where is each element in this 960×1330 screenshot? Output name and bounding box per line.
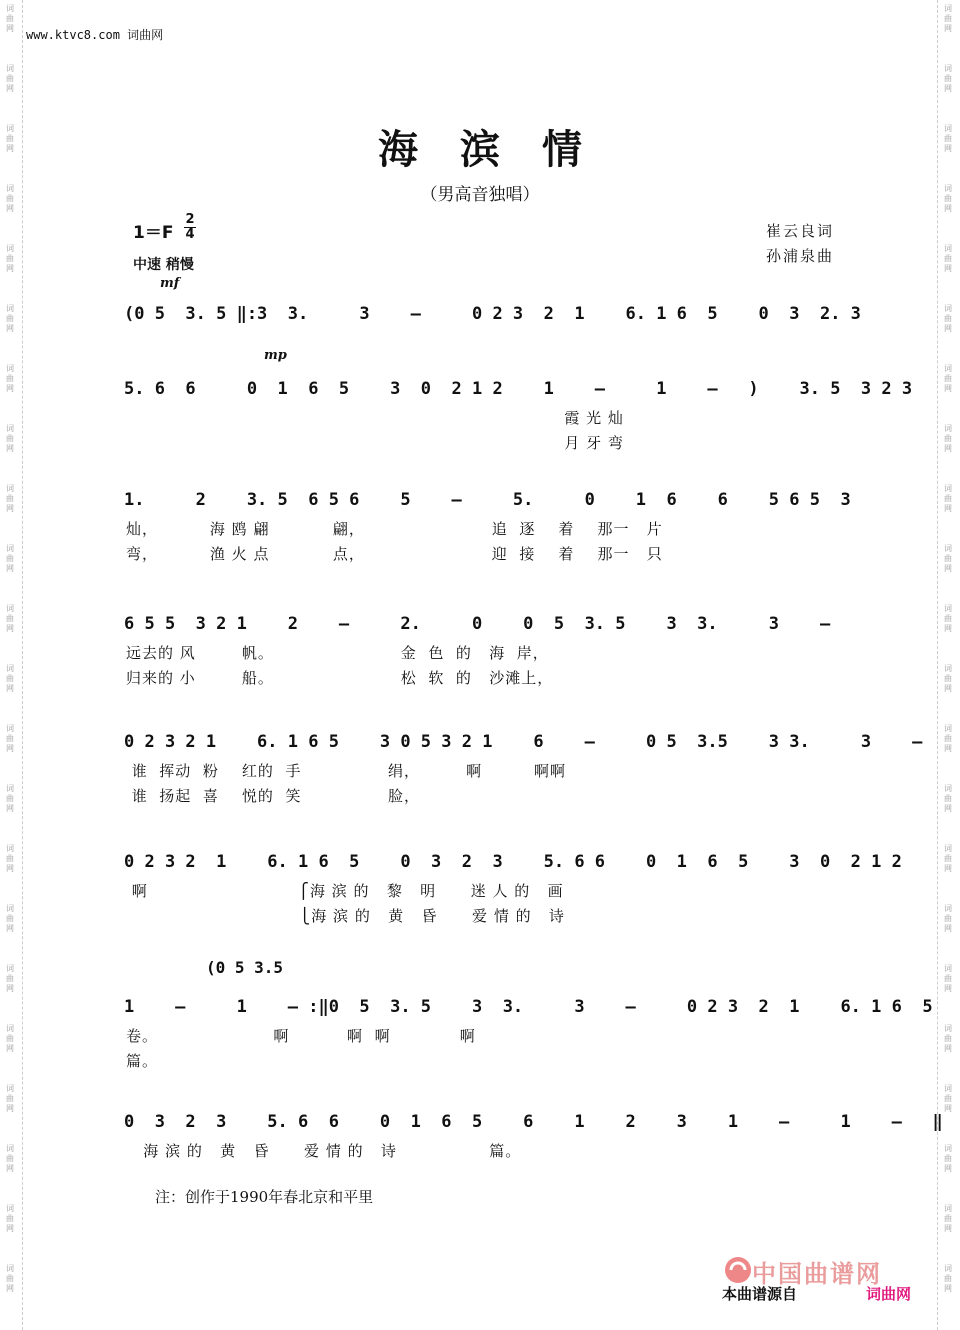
notation-line: 1 – 1 – :‖0 5 3. 5 3 3. 3 – 0 2 3 2 1 6. 1 6 5 (124, 997, 933, 1017)
margin-mark: 词 曲 网 (944, 604, 952, 633)
key-signature: 1＝F (133, 223, 174, 243)
margin-mark: 词 曲 网 (944, 544, 952, 573)
margin-mark: 词 曲 网 (6, 424, 14, 453)
song-title: 海滨情 (378, 126, 624, 173)
lyric-line: 远去的 风 帆。 金 色 的 海 岸， (126, 644, 549, 662)
margin-mark: 词 曲 网 (6, 1084, 14, 1113)
notation-line: 0 2 3 2 1 6. 1 6 5 3 0 5 3 2 1 6 – 0 5 3.5 3 3. 3 – (124, 732, 923, 752)
lyric-line: 弯， 渔 火 点 点， 迎 接 着 那一 只 (126, 545, 663, 563)
intro-prefix: (0 5 3.5 (206, 958, 284, 977)
lyric-line: 海 滨 的 黄 昏 爱 情 的 诗 篇。 (126, 1142, 522, 1160)
margin-mark: 词 曲 网 (6, 604, 14, 633)
composer-credit: 孙浦泉曲 (766, 247, 835, 265)
lyric-line: 灿， 海 鸥 翩 翩， 追 逐 着 那一 片 (126, 520, 663, 538)
margin-mark: 词 曲 网 (6, 724, 14, 753)
logo-text: 中国曲谱网 (752, 1259, 882, 1288)
notation-line: 5. 6 6 0 1 6 5 3 0 2 1 2 1 – 1 – ) 3. 5 3 2 3 (124, 379, 913, 399)
site-header: www.ktvc8.com 词曲网 (26, 28, 164, 42)
margin-mark: 词 曲 网 (6, 844, 14, 873)
margin-mark: 词 曲 网 (6, 304, 14, 333)
margin-mark: 词 曲 网 (6, 1144, 14, 1173)
margin-mark: 词 曲 网 (944, 844, 952, 873)
margin-mark: 词 曲 网 (6, 364, 14, 393)
song-subtitle: （男高音独唱） (420, 185, 540, 205)
time-signature (184, 213, 196, 242)
margin-mark: 词 曲 网 (944, 304, 952, 333)
margin-mark: 词 曲 网 (944, 424, 952, 453)
margin-mark: 词 曲 网 (6, 964, 14, 993)
tempo-marking: 中速 稍慢 (133, 257, 194, 273)
margin-mark: 词 曲 网 (6, 64, 14, 93)
margin-mark: 词 曲 网 (944, 1024, 952, 1053)
margin-mark: 词 曲 网 (944, 664, 952, 693)
margin-mark: 词 曲 网 (944, 244, 952, 273)
notation-line: 1. 2 3. 5 6 5 6 5 – 5. 0 1 6 6 5 6 5 3 (124, 490, 851, 510)
time-denominator: 4 (185, 227, 195, 242)
margin-mark: 词 曲 网 (6, 664, 14, 693)
source-label: 本曲谱源自 (722, 1285, 798, 1303)
margin-mark: 词 曲 网 (6, 184, 14, 213)
lyric-line: 谁 挥动 粉 红的 手 绢， 啊 啊啊 (126, 762, 567, 780)
margin-mark: 词 曲 网 (944, 724, 952, 753)
lyric-line: 谁 扬起 喜 悦的 笑 脸， (126, 787, 420, 805)
margin-mark: 词 曲 网 (944, 484, 952, 513)
margin-mark: 词 曲 网 (6, 484, 14, 513)
notation-line: 6 5 5 3 2 1 2 – 2. 0 0 5 3. 5 3 3. 3 – (124, 614, 831, 634)
margin-mark: 词 曲 网 (6, 244, 14, 273)
margin-mark: 词 曲 网 (944, 904, 952, 933)
notation-line: (0 5 3. 5 ‖:3 3. 3 – 0 2 3 2 1 6. 1 6 5 0 3 2. 3 (124, 304, 861, 324)
margin-mark: 词 曲 网 (6, 904, 14, 933)
margin-mark: 词 曲 网 (944, 184, 952, 213)
dynamic-mf: mf (160, 276, 180, 291)
margin-mark: 词 曲 网 (944, 4, 952, 33)
margin-mark: 词 曲 网 (944, 364, 952, 393)
margin-mark: 词 曲 网 (944, 1084, 952, 1113)
margin-mark: 词 曲 网 (944, 1204, 952, 1233)
margin-mark: 词 曲 网 (944, 64, 952, 93)
lyric-line: 篇。 (126, 1052, 159, 1070)
margin-mark: 词 曲 网 (6, 544, 14, 573)
margin-mark: 词 曲 网 (6, 1024, 14, 1053)
margin-mark: 词 曲 网 (944, 124, 952, 153)
margin-mark: 词 曲 网 (944, 1264, 952, 1293)
margin-mark: 词 曲 网 (6, 1204, 14, 1233)
margin-mark: 词 曲 网 (944, 784, 952, 813)
lyric-line: ⎩海 滨 的 黄 昏 爱 情 的 诗 (126, 907, 565, 925)
time-numerator: 2 (185, 212, 195, 227)
lyric-line: 啊 ⎧海 滨 的 黎 明 迷 人 的 画 (126, 882, 564, 900)
lyric-line: 月 牙 弯 (126, 434, 624, 452)
notation-line: 0 2 3 2 1 6. 1 6 5 0 3 2 3 5. 6 6 0 1 6 5 3 0 2 1 2 (124, 852, 902, 872)
margin-mark: 词 曲 网 (6, 124, 14, 153)
margin-mark: 词 曲 网 (6, 4, 14, 33)
lyric-line: 霞 光 灿 (126, 409, 624, 427)
footnote: 注：创作于1990年春北京和平里 (155, 1188, 374, 1206)
source-site: 词曲网 (866, 1285, 912, 1303)
lyricist-credit: 崔云良词 (766, 222, 835, 240)
margin-mark: 词 曲 网 (944, 1144, 952, 1173)
lyric-line: 卷。 啊 啊 啊 啊 (126, 1027, 476, 1045)
notation-line: 0 3 2 3 5. 6 6 0 1 6 5 6 1 2 3 1 – 1 – ‖ (124, 1112, 943, 1132)
margin-mark: 词 曲 网 (6, 784, 14, 813)
margin-mark: 词 曲 网 (6, 1264, 14, 1293)
lyric-line: 归来的 小 船。 松 软 的 沙滩上， (126, 669, 554, 687)
margin-mark: 词 曲 网 (944, 964, 952, 993)
dynamic-mp: mp (264, 348, 287, 363)
